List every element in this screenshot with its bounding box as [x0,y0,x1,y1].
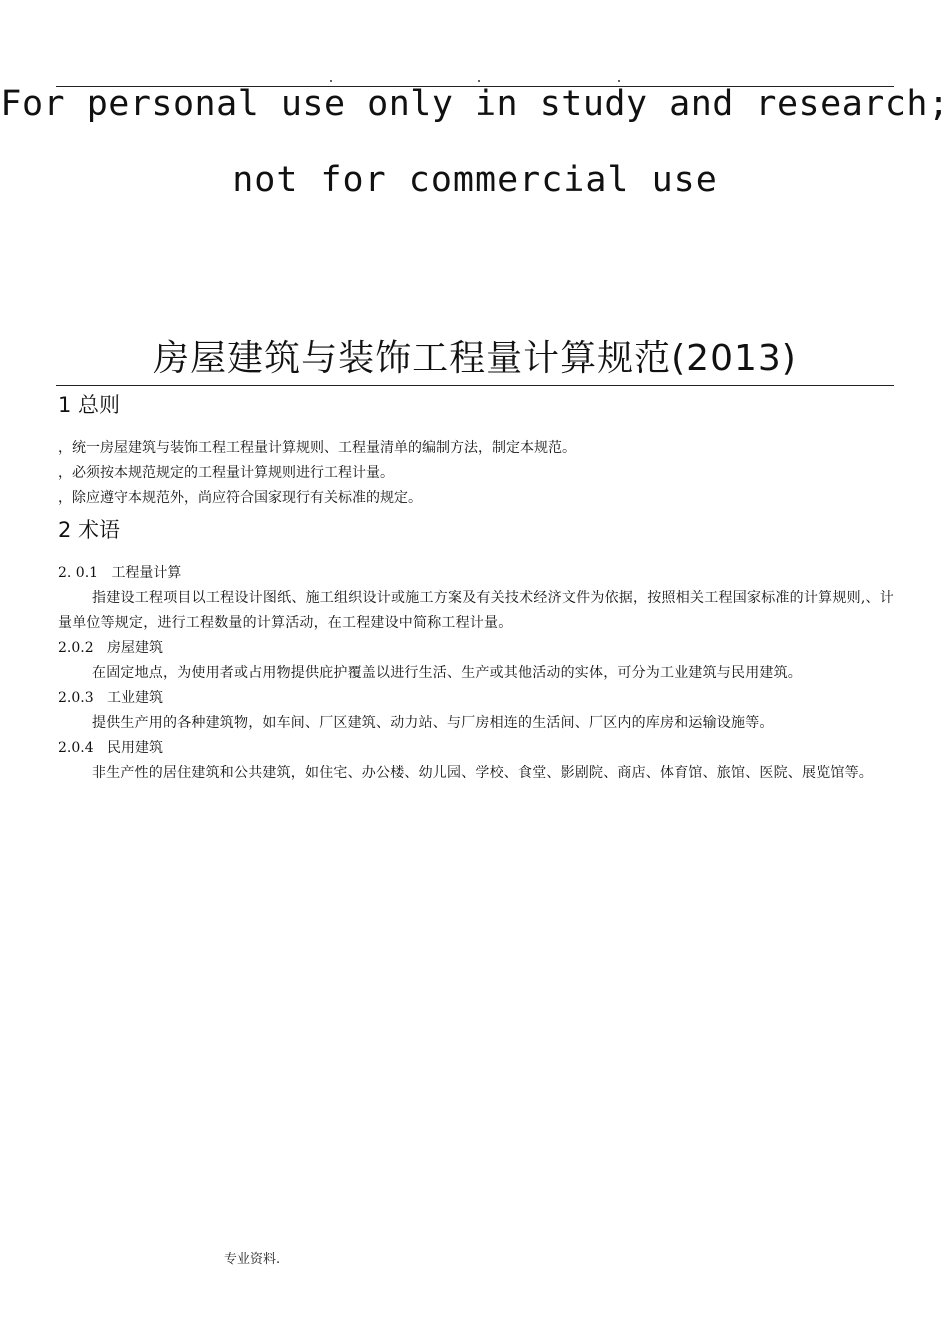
section-heading-terms: 2 术语 [58,518,121,542]
term-header [58,561,894,586]
header-dot [330,80,332,82]
page-footer: 专业资料. [224,1252,281,1267]
clause-item: ，统一房屋建筑与装饰工程工程量计算规则、工程量清单的编制方法，制定本规范。 [58,440,576,456]
term-definition: 在固定地点，为使用者或占用物提供庇护覆盖以进行生活、生产或其他活动的实体，可分为工业建筑与民用建筑。 [92,665,802,681]
title-rule [56,385,894,386]
term-header [58,636,894,661]
header-dot [618,80,620,82]
section-heading-general: 1 总则 [58,393,121,417]
clause-item: ，必须按本规范规定的工程量计算规则进行工程计量。 [58,465,394,481]
term-number: 2.0.3 [58,690,94,706]
term-entry [58,736,894,786]
term-definition: 指建设工程项目以工程设计图纸、施工组织设计或施工方案及有关技术经济文件为依据，按照相关工程国家标准的计算规则,、计量单位等规定，进行工程数量的计算活动，在工程建设中简称工程计量。 [58,590,894,631]
header-dot [478,80,480,82]
terms-list [58,561,894,786]
term-number: 2. 0.1 [58,565,99,581]
term-entry [58,636,894,686]
clause-item: ，除应遵守本规范外，尚应符合国家现行有关标准的规定。 [58,490,422,506]
term-name: 房屋建筑 [106,640,163,656]
document-title: 房屋建筑与装饰工程量计算规范(2013) [153,338,797,380]
term-number: 2.0.4 [58,740,94,756]
term-entry [58,686,894,736]
term-number: 2.0.2 [58,640,94,656]
term-name: 工程量计算 [111,565,182,581]
term-entry [58,561,894,636]
term-definition: 非生产性的居住建筑和公共建筑，如住宅、办公楼、幼儿园、学校、食堂、影剧院、商店、体育馆、旅馆、医院、展览馆等。 [92,765,873,781]
term-header [58,736,894,761]
term-name: 民用建筑 [106,740,163,756]
watermark-line-1: For personal use only in study and research; [0,84,950,124]
watermark-line-2: not for commercial use [232,160,718,200]
general-clauses [58,436,894,511]
term-header [58,686,894,711]
term-name: 工业建筑 [106,690,163,706]
term-definition: 提供生产用的各种建筑物，如车间、厂区建筑、动力站、与厂房相连的生活间、厂区内的库房和运输设施等。 [92,715,774,731]
document-body [58,390,894,786]
